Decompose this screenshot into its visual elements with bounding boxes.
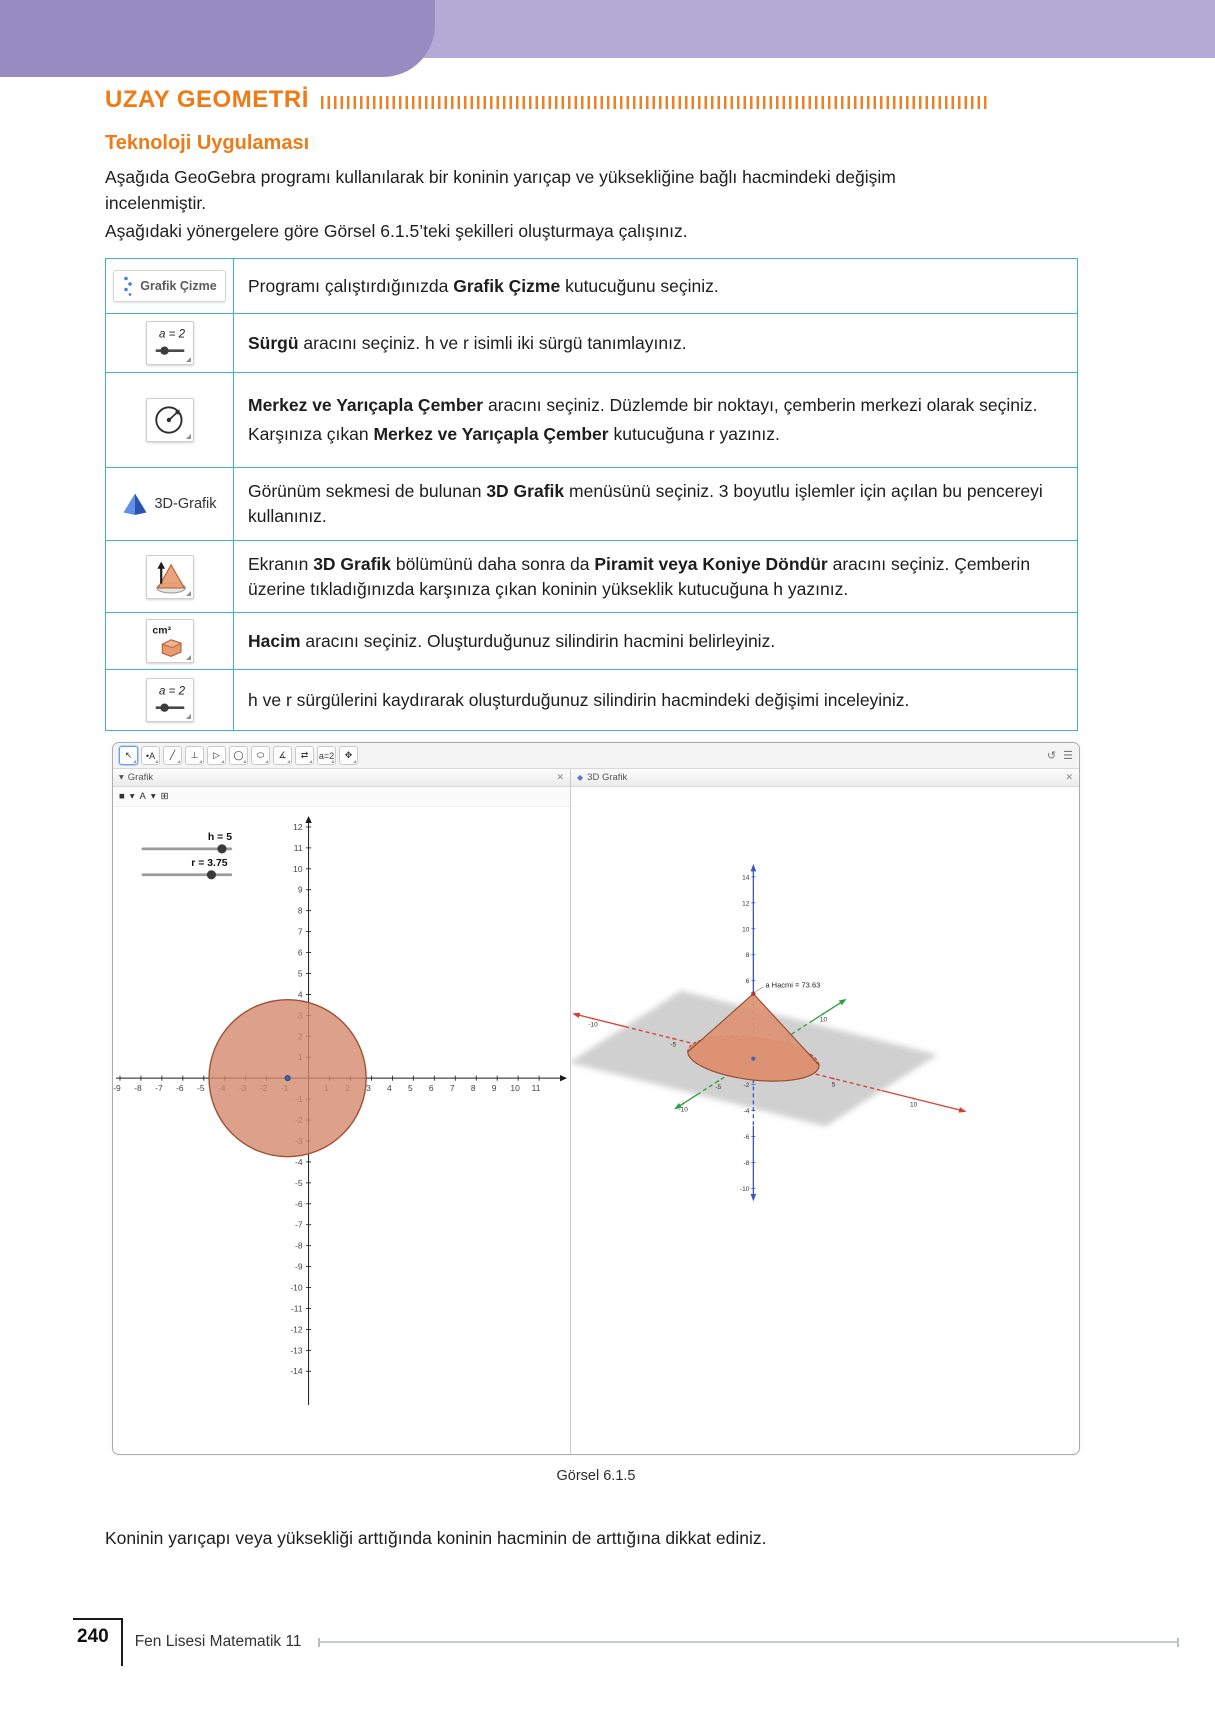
svg-text:3: 3 (366, 1083, 371, 1094)
svg-text:-12: -12 (290, 1324, 303, 1335)
toolbar-icons (119, 746, 358, 765)
page-number: 240 (73, 1618, 123, 1666)
graphics3d-panel-title: 3D Grafik (587, 772, 628, 783)
pyramid-cone-extrude-tool-button[interactable] (146, 555, 194, 599)
tool-icon-cell (106, 541, 234, 613)
instruction-text (234, 373, 1077, 467)
svg-text:7: 7 (449, 1083, 455, 1094)
svg-text:a Hacmi = 73.63: a Hacmi = 73.63 (765, 980, 821, 990)
svg-text:-14: -14 (290, 1366, 303, 1377)
svg-text:4: 4 (387, 1083, 392, 1094)
svg-text:-5: -5 (295, 1177, 303, 1188)
volume-icon (148, 621, 192, 661)
svg-text:-4: -4 (743, 1108, 750, 1116)
svg-text:-2: -2 (743, 1082, 750, 1090)
close-icon[interactable]: ✕ (556, 772, 564, 782)
svg-text:11: 11 (531, 1083, 541, 1094)
svg-text:-10: -10 (588, 1021, 598, 1029)
svg-text:5: 5 (407, 1083, 413, 1094)
geogebra-window (112, 742, 1080, 1455)
angle-tool-icon[interactable]: ∡ (273, 746, 292, 765)
point-tool-icon[interactable]: •A (141, 746, 160, 765)
slider-icon (148, 323, 192, 363)
chevron-down-icon[interactable]: ▾ (119, 772, 124, 783)
svg-text:10: 10 (819, 1016, 828, 1024)
svg-text:-10: -10 (739, 1185, 750, 1193)
circle-center-radius-tool-button[interactable] (146, 398, 194, 442)
grid-style-icon[interactable]: ⊞ (160, 790, 169, 802)
svg-text:10: 10 (293, 863, 303, 874)
svg-text:-7: -7 (155, 1083, 163, 1094)
svg-text:12: 12 (742, 900, 750, 908)
tool-icon-cell (106, 670, 234, 730)
geogebra-toolbar (113, 743, 1079, 769)
svg-text:-9: -9 (113, 1083, 121, 1094)
graphics-panel-header (113, 769, 570, 787)
menu-icon[interactable]: ☰ (1063, 750, 1073, 762)
move-view-tool-icon[interactable]: ✥ (339, 746, 358, 765)
svg-text:-5: -5 (715, 1084, 722, 1092)
svg-text:5: 5 (297, 968, 303, 979)
3d-grafik-label: 3D-Grafik (154, 495, 217, 512)
table-row (106, 612, 1077, 669)
undo-icon[interactable]: ↺ (1046, 750, 1057, 762)
instruction-line: Sürgü aracını seçiniz. h ve r isimli iki sürgü tanımlayınız. (248, 332, 687, 353)
slider-tool-button[interactable] (146, 678, 194, 722)
svg-text:cm³: cm³ (151, 625, 171, 637)
closing-note: Koninin yarıçapı veya yüksekliği arttığında koninin hacminin de arttığına dikkat ediniz. (105, 1528, 767, 1548)
tool-icon-cell (106, 468, 234, 540)
graphics-panel (113, 769, 571, 1455)
3d-grafik-menu-item[interactable] (122, 492, 216, 516)
diamond-icon: ◆ (577, 773, 584, 782)
window-controls (1047, 749, 1073, 762)
svg-text:-5: -5 (670, 1041, 677, 1049)
instruction-line: Hacim aracını seçiniz. Oluşturduğunuz silindirin hacmini belirleyiniz. (248, 630, 776, 651)
instruction-text (234, 670, 1077, 730)
table-row (106, 669, 1077, 730)
slider-tool-icon[interactable]: a=2 (317, 746, 336, 765)
section-title: Teknoloji Uygulaması (105, 132, 310, 154)
chapter-title-stripes (321, 96, 987, 109)
circle-center-radius-icon (148, 400, 192, 440)
svg-text:a = 2: a = 2 (158, 328, 185, 341)
svg-text:a = 2: a = 2 (158, 685, 185, 698)
svg-text:-7: -7 (295, 1219, 303, 1230)
graph2d-canvas[interactable] (113, 807, 570, 1455)
svg-text:-5: -5 (197, 1083, 205, 1094)
svg-text:9: 9 (297, 884, 303, 895)
close-icon[interactable]: ✕ (1065, 772, 1073, 782)
svg-text:10: 10 (910, 1101, 918, 1109)
move-tool-icon[interactable]: ↖ (119, 746, 138, 765)
tool-icon-cell (106, 314, 234, 372)
svg-text:-8: -8 (295, 1240, 303, 1251)
instruction-line: h ve r sürgülerini kaydırarak oluşturduğunuz silindirin hacmindeki değişimi inceleyiniz. (248, 689, 910, 710)
volume-tool-button[interactable] (146, 619, 194, 663)
svg-text:7: 7 (297, 926, 303, 937)
tool-icon-cell (106, 613, 234, 669)
instruction-text (234, 259, 1077, 313)
instruction-line: Merkez ve Yarıçapla Çember aracını seçiniz. Düzlemde bir noktayı, çemberin merkezi olarak seçiniz. (248, 395, 1038, 416)
grafik-cizme-label: Grafik Çizme (140, 279, 217, 293)
geogebra-panels (113, 769, 1079, 1455)
instruction-text (234, 541, 1077, 613)
instruction-text (234, 468, 1077, 540)
circle-tool-icon[interactable]: ◯ (229, 746, 248, 765)
instruction-line: Karşınıza çıkan Merkez ve Yarıçapla Çember kutucuğuna r yazınız. (248, 424, 780, 444)
svg-text:-10: -10 (678, 1106, 688, 1114)
label-style-icon[interactable]: A (139, 790, 146, 802)
chapter-title: UZAY GEOMETRİ (105, 86, 309, 113)
instruction-line: Ekranın 3D Grafik bölümünü daha sonra da Piramit veya Koniye Döndür aracını seçiniz. Çemberin üzerine tıkladığınızda karşınıza çıkan koninin yükseklik kutucuğuna h yazınız. (248, 553, 1031, 599)
instruction-line: Görünüm sekmesi de bulunan 3D Grafik menüsünü seçiniz. 3 boyutlu işlemler için açılan bu pencereyi kullanınız. (248, 481, 1043, 526)
color-style-icon[interactable]: ■ (119, 790, 125, 802)
svg-text:-8: -8 (743, 1159, 750, 1167)
graphics3d-panel (571, 769, 1079, 1455)
3d-pyramid-icon (122, 492, 148, 516)
chapter-header (105, 86, 987, 114)
intro-paragraph-1: Aşağıda GeoGebra programı kullanılarak bir koninin yarıçap ve yüksekliğine bağlı hacmindeki değişim incelenmiştir. (105, 167, 896, 214)
tool-icon-cell (106, 373, 234, 467)
table-row (106, 259, 1077, 313)
svg-text:8: 8 (297, 905, 303, 916)
svg-text:-8: -8 (134, 1083, 142, 1094)
svg-text:8: 8 (745, 952, 750, 960)
svg-text:12: 12 (293, 821, 303, 832)
svg-text:14: 14 (742, 874, 750, 882)
polygon-tool-icon[interactable]: ▷ (207, 746, 226, 765)
header-band-light (300, 0, 1215, 58)
extrude-pyramid-icon (148, 557, 192, 597)
svg-text:-6: -6 (743, 1133, 750, 1141)
grafik-cizme-button[interactable] (113, 270, 225, 302)
caret-icon[interactable]: ▾ (150, 790, 156, 802)
table-row (106, 313, 1077, 372)
svg-text:h = 5: h = 5 (207, 831, 233, 843)
footer-label: Fen Lisesi Matematik 11 (134, 1633, 302, 1650)
instruction-table (105, 258, 1078, 731)
table-row (106, 372, 1077, 467)
graphics-panel-title: Grafik (127, 772, 154, 783)
svg-text:-6: -6 (295, 1198, 303, 1209)
svg-text:10: 10 (742, 926, 750, 934)
tool-icon-cell (106, 259, 234, 313)
svg-text:8: 8 (470, 1083, 476, 1094)
graphics-stylebar (113, 787, 570, 807)
slider-tool-button[interactable] (146, 321, 194, 365)
table-row (106, 467, 1077, 540)
svg-text:-4: -4 (295, 1156, 303, 1167)
svg-text:10: 10 (510, 1083, 520, 1094)
graphing-calculator-icon (122, 275, 134, 297)
svg-text:-10: -10 (290, 1282, 303, 1293)
line-tool-icon[interactable]: ╱ (163, 746, 182, 765)
svg-text:9: 9 (491, 1083, 497, 1094)
svg-text:5: 5 (831, 1081, 836, 1089)
intro-paragraph-2: Aşağıdaki yönergelere göre Görsel 6.1.5’teki şekilleri oluşturmaya çalışınız. (105, 221, 688, 241)
svg-text:6: 6 (297, 947, 303, 958)
footer-rule (318, 1638, 1179, 1647)
svg-text:-6: -6 (176, 1083, 184, 1094)
svg-text:6: 6 (428, 1083, 434, 1094)
graph3d-canvas[interactable] (571, 787, 1079, 1455)
perpendicular-tool-icon[interactable]: ⊥ (185, 746, 204, 765)
svg-text:6: 6 (745, 978, 750, 986)
svg-text:r = 3.75: r = 3.75 (191, 857, 228, 869)
svg-text:-9: -9 (295, 1261, 303, 1272)
instruction-line: Programı çalıştırdığınızda Grafik Çizme kutucuğunu seçiniz. (248, 275, 719, 296)
caret-icon[interactable]: ▾ (129, 790, 135, 802)
svg-text:-11: -11 (290, 1303, 303, 1314)
page-footer (73, 1618, 1179, 1666)
header-band-dark (0, 0, 435, 77)
slider-icon (148, 680, 192, 720)
svg-text:4: 4 (297, 989, 303, 1000)
graphics3d-panel-header (571, 769, 1079, 787)
svg-text:-13: -13 (290, 1345, 303, 1356)
svg-text:11: 11 (293, 842, 303, 853)
instruction-text (234, 314, 1077, 372)
instruction-text (234, 613, 1077, 669)
conic-tool-icon[interactable]: ⬭ (251, 746, 270, 765)
figure-caption: Görsel 6.1.5 (556, 1468, 636, 1484)
transform-tool-icon[interactable]: ⇄ (295, 746, 314, 765)
table-row (106, 540, 1077, 613)
